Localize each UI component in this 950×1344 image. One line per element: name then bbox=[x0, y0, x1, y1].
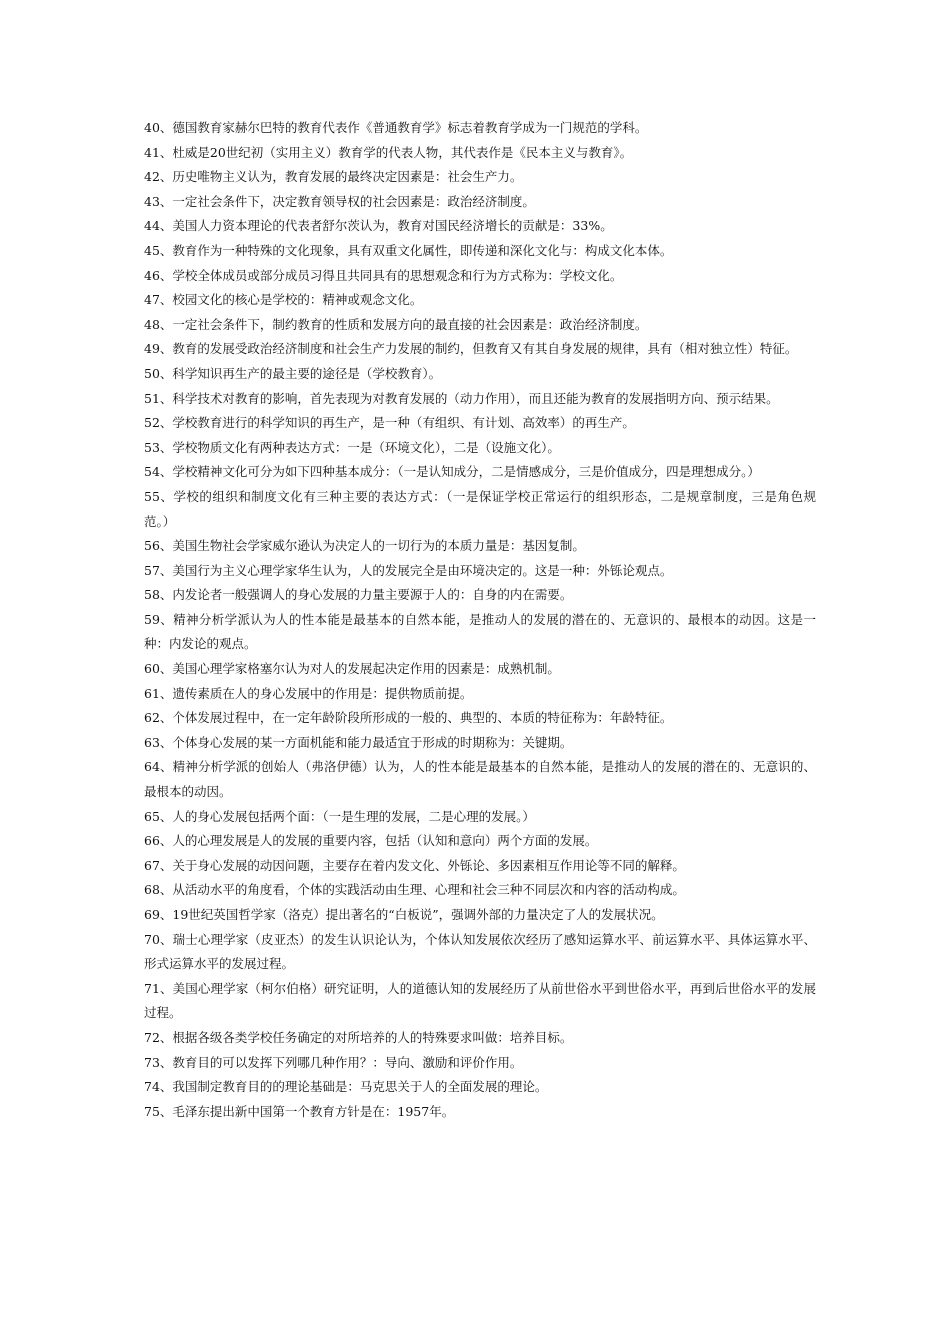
list-item: 53、学校物质文化有两种表达方式：一是（环境文化），二是（设施文化）。 bbox=[144, 439, 560, 455]
list-item: 43、一定社会条件下，决定教育领导权的社会因素是：政治经济制度。 bbox=[144, 193, 535, 209]
list-item: 56、美国生物社会学家威尔逊认为决定人的一切行为的本质力量是：基因复制。 bbox=[144, 538, 585, 554]
list-item: 71、美国心理学家（柯尔伯格）研究证明，人的道德认知的发展经历了从前世俗水平到世俗水平，再到后世俗水平的发展过程。 bbox=[144, 980, 816, 1021]
list-item: 63、个体身心发展的某一方面机能和能力最适宜于形成的时期称为：关键期。 bbox=[144, 734, 573, 750]
list-item: 69、19世纪英国哲学家（洛克）提出著名的“白板说”，强调外部的力量决定了人的发展状况。 bbox=[144, 907, 664, 922]
list-item: 46、学校全体成员或部分成员习得且共同具有的思想观念和行为方式称为：学校文化。 bbox=[144, 267, 623, 283]
list-item: 62、个体发展过程中，在一定年龄阶段所形成的一般的、典型的、本质的特征称为：年龄特征。 bbox=[144, 710, 673, 726]
list-item: 40、德国教育家赫尔巴特的教育代表作《普通教育学》标志着教育学成为一门规范的学科。 bbox=[144, 120, 648, 135]
list-item: 42、历史唯物主义认为，教育发展的最终决定因素是：社会生产力。 bbox=[144, 169, 523, 185]
list-item: 55、学校的组织和制度文化有三种主要的表达方式：（一是保证学校正常运行的组织形态，二是规章制度，三是角色规范。） bbox=[144, 488, 816, 529]
list-item: 66、人的心理发展是人的发展的重要内容，包括（认知和意向）两个方面的发展。 bbox=[144, 833, 598, 849]
list-item: 51、科学技术对教育的影响，首先表现为对教育发展的（动力作用），而且还能为教育的发展指明方向、预示结果。 bbox=[144, 390, 779, 406]
list-item: 59、精神分析学派认为人的性本能是最基本的自然本能，是推动人的发展的潜在的、无意识的、最根本的动因。这是一种：内发论的观点。 bbox=[144, 611, 816, 652]
list-item: 41、杜威是20世纪初（实用主义）教育学的代表人物，其代表作是《民本主义与教育》。 bbox=[144, 144, 633, 160]
list-item: 54、学校精神文化可分为如下四种基本成分：（一是认知成分，二是情感成分，三是价值成分，四是理想成分。） bbox=[144, 464, 760, 480]
document-page bbox=[144, 116, 816, 1124]
list-item: 45、教育作为一种特殊的文化现象，具有双重文化属性，即传递和深化文化与：构成文化本体。 bbox=[144, 242, 673, 258]
list-item: 68、从活动水平的角度看，个体的实践活动由生理、心理和社会三种不同层次和内容的活动构成。 bbox=[144, 882, 685, 898]
list-item: 60、美国心理学家格塞尔认为对人的发展起决定作用的因素是：成熟机制。 bbox=[144, 661, 560, 677]
list-item: 72、根据各级各类学校任务确定的对所培养的人的特殊要求叫做：培养目标。 bbox=[144, 1029, 573, 1045]
list-item: 44、美国人力资本理论的代表者舒尔茨认为，教育对国民经济增长的贡献是：33%。 bbox=[144, 218, 613, 234]
list-item: 75、毛泽东提出新中国第一个教育方针是在：1957年。 bbox=[144, 1103, 455, 1119]
list-item: 52、学校教育进行的科学知识的再生产，是一种（有组织、有计划、高效率）的再生产。 bbox=[144, 415, 635, 431]
list-item: 58、内发论者一般强调人的身心发展的力量主要源于人的：自身的内在需要。 bbox=[144, 587, 573, 603]
list-item: 57、美国行为主义心理学家华生认为，人的发展完全是由环境决定的。这是一种：外铄论观点。 bbox=[144, 562, 673, 578]
list-item: 67、关于身心发展的动因问题，主要存在着内发文化、外铄论、多因素相互作用论等不同的解释。 bbox=[144, 857, 685, 873]
list-item: 73、教育目的可以发挥下列哪几种作用？：导向、激励和评价作用。 bbox=[144, 1054, 523, 1070]
list-item: 49、教育的发展受政治经济制度和社会生产力发展的制约，但教育又有其自身发展的规律，具有（相对独立性）特征。 bbox=[144, 341, 798, 357]
list-item: 70、瑞士心理学家（皮亚杰）的发生认识论认为，个体认知发展依次经历了感知运算水平、前运算水平、具体运算水平、形式运算水平的发展过程。 bbox=[144, 931, 816, 972]
list-item: 47、校园文化的核心是学校的：精神或观念文化。 bbox=[144, 292, 423, 308]
list-item: 74、我国制定教育目的的理论基础是：马克思关于人的全面发展的理论。 bbox=[144, 1079, 548, 1095]
list-item: 61、遗传素质在人的身心发展中的作用是：提供物质前提。 bbox=[144, 685, 473, 701]
list-item: 65、人的身心发展包括两个面：（一是生理的发展，二是心理的发展。） bbox=[144, 808, 535, 824]
list-item: 50、科学知识再生产的最主要的途径是（学校教育）。 bbox=[144, 365, 442, 381]
list-item: 48、一定社会条件下，制约教育的性质和发展方向的最直接的社会因素是：政治经济制度。 bbox=[144, 316, 648, 332]
list-item: 64、精神分析学派的创始人（弗洛伊德）认为，人的性本能是最基本的自然本能，是推动人的发展的潜在的、无意识的、最根本的动因。 bbox=[144, 759, 816, 800]
